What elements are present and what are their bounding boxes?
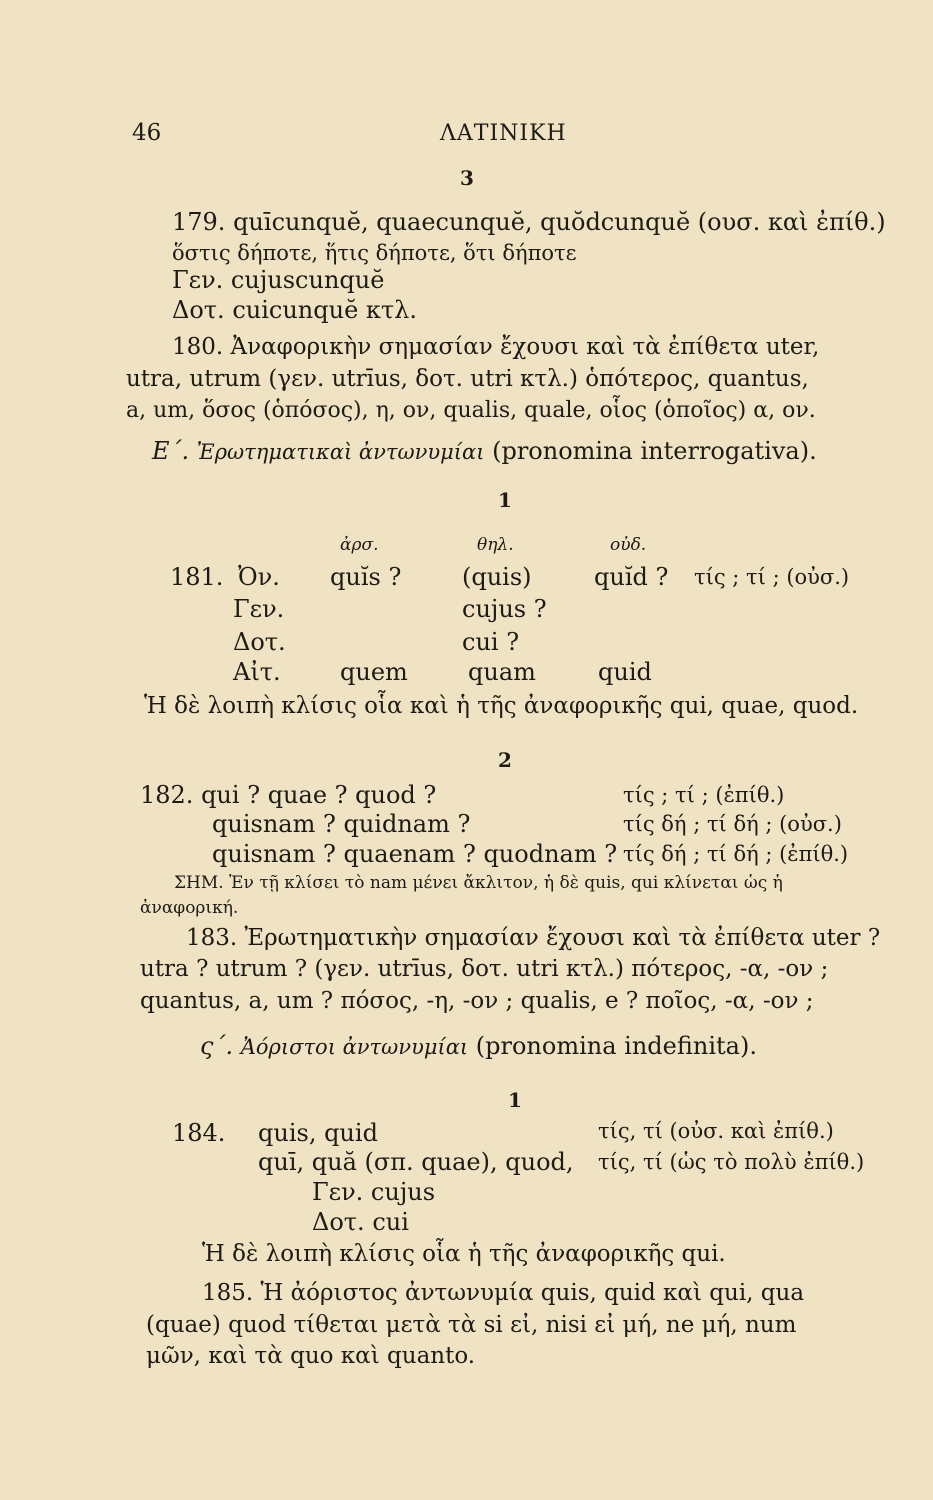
para-184-line2-greek: τίς, τί (ὡς τὸ πολὺ ἐπίθ.) bbox=[598, 1150, 865, 1174]
note-shm-line1: ΣΗΜ. Ἐν τῇ κλίσει τὸ nam μένει ἄκλιτον, ἡ δὲ quis, qui κλίνεται ὡς ἡ bbox=[174, 873, 783, 893]
running-header: ΛΑΤΙΝΙΚΗ bbox=[440, 121, 567, 146]
para-184-gen: Γεν. cujus bbox=[312, 1178, 436, 1206]
para-182-line3: quisnam ? quaenam ? quodnam ? bbox=[212, 840, 618, 868]
gen-fem: cujus ? bbox=[462, 595, 547, 623]
case-acc: Αἰτ. bbox=[233, 658, 281, 686]
para-182-line1-greek: τίς ; τί ; (ἐπίθ.) bbox=[623, 783, 785, 807]
section-s-greek: Ἀόριστοι ἀντωνυμίαι bbox=[240, 1035, 469, 1059]
subsection-number: 1 bbox=[498, 488, 512, 512]
section-s-latin: (pronomina indefinita). bbox=[475, 1032, 757, 1060]
section-s-label: ς΄. bbox=[200, 1032, 234, 1060]
para-182-line1: 182. qui ? quae ? quod ? bbox=[140, 781, 437, 809]
para-184-note: Ἡ δὲ λοιπὴ κλίσις οἷα ἡ τῆς ἀναφορικῆς qui. bbox=[202, 1241, 726, 1267]
para-180-line1: 180. Ἀναφορικὴν σημασίαν ἔχουσι καὶ τὰ ἐπίθετα uter, bbox=[172, 334, 820, 360]
case-dat: Δοτ. bbox=[233, 628, 286, 656]
case-nom: Ὀν. bbox=[238, 563, 280, 591]
para-185-line3: μῶν, καὶ τὰ quo καὶ quanto. bbox=[146, 1343, 476, 1369]
para-184-line1: quis, quid bbox=[258, 1119, 378, 1147]
para-181-number: 181. bbox=[170, 563, 224, 591]
section-s-heading bbox=[200, 1034, 757, 1058]
para-183-line2: utra ? utrum ? (γεν. utrīus, δοτ. utri κτλ.) πότερος, -α, -ον ; bbox=[140, 956, 829, 982]
section-e-label: Ε΄. bbox=[152, 437, 190, 465]
para-182-line2: quisnam ? quidnam ? bbox=[212, 810, 471, 838]
para-184-line1-greek: τίς, τί (οὐσ. καὶ ἐπίθ.) bbox=[598, 1119, 834, 1143]
nom-fem: (quis) bbox=[462, 563, 532, 591]
acc-masc: quem bbox=[340, 658, 408, 686]
nom-masc: quĭs ? bbox=[330, 563, 402, 591]
acc-neut: quid bbox=[598, 658, 652, 686]
section-e-latin: (pronomina interrogativa). bbox=[492, 437, 817, 465]
section-e-heading bbox=[152, 439, 817, 463]
para-185-line1: 185. Ἡ ἀόριστος ἀντωνυμία quis, quid καὶ qui, qua bbox=[202, 1280, 805, 1306]
para-182-line2-greek: τίς δή ; τί δή ; (οὐσ.) bbox=[623, 812, 842, 836]
para-179-line1: 179. quīcunquĕ, quaecunquĕ, quŏdcunquĕ (ουσ. καὶ ἐπίθ.) bbox=[172, 208, 886, 236]
nom-greek: τίς ; τί ; (οὐσ.) bbox=[694, 565, 850, 589]
para-183-line1: 183. Ἐρωτηματικὴν σημασίαν ἔχουσι καὶ τὰ ἐπίθετα uter ? bbox=[186, 925, 881, 951]
page-number: 46 bbox=[132, 120, 162, 146]
case-gen: Γεν. bbox=[233, 595, 285, 623]
subsection-number: 2 bbox=[498, 748, 512, 772]
para-179-gen: Γεν. cujuscunquĕ bbox=[172, 266, 385, 294]
para-184-number: 184. bbox=[172, 1119, 226, 1147]
para-180-line3: a, um, ὅσος (ὁπόσος), η, ον, qualis, quale, οἷος (ὁποῖος) α, ον. bbox=[126, 398, 816, 423]
para-184-dat: Δοτ. cui bbox=[312, 1208, 409, 1236]
para-183-line3: quantus, a, um ? πόσος, -η, -ον ; qualis, e ? ποῖος, -α, -ον ; bbox=[140, 988, 814, 1014]
gender-header-fem: θηλ. bbox=[477, 535, 514, 555]
para-182-line3-greek: τίς δή ; τί δή ; (ἐπίθ.) bbox=[623, 842, 849, 866]
para-184-line2: quī, quă (σπ. quae), quod, bbox=[258, 1148, 574, 1176]
para-180-line2: utra, utrum (γεν. utrīus, δοτ. utri κτλ.) ὁπότερος, quantus, bbox=[126, 366, 809, 392]
nom-neut: quĭd ? bbox=[594, 563, 669, 591]
para-179-line2: ὅστις δήποτε, ἥτις δήποτε, ὅτι δήποτε bbox=[172, 241, 577, 265]
acc-fem: quam bbox=[468, 658, 536, 686]
gender-header-masc: ἀρσ. bbox=[340, 535, 379, 555]
para-185-line2: (quae) quod τίθεται μετὰ τὰ si εἰ, nisi εἰ μή, ne μή, num bbox=[146, 1312, 797, 1338]
section-e-greek: Ἐρωτηματικαὶ ἀντωνυμίαι bbox=[196, 440, 485, 464]
note-shm-line2: ἀναφορική. bbox=[140, 898, 239, 918]
dat-fem: cui ? bbox=[462, 628, 520, 656]
para-179-dat: Δοτ. cuicunquĕ κτλ. bbox=[172, 296, 418, 324]
gender-header-neut: οὐδ. bbox=[610, 535, 647, 555]
subsection-number: 1 bbox=[508, 1088, 522, 1112]
subsection-number: 3 bbox=[460, 166, 474, 190]
para-181-note: Ἡ δὲ λοιπὴ κλίσις οἷα καὶ ἡ τῆς ἀναφορικῆς qui, quae, quod. bbox=[144, 693, 859, 719]
